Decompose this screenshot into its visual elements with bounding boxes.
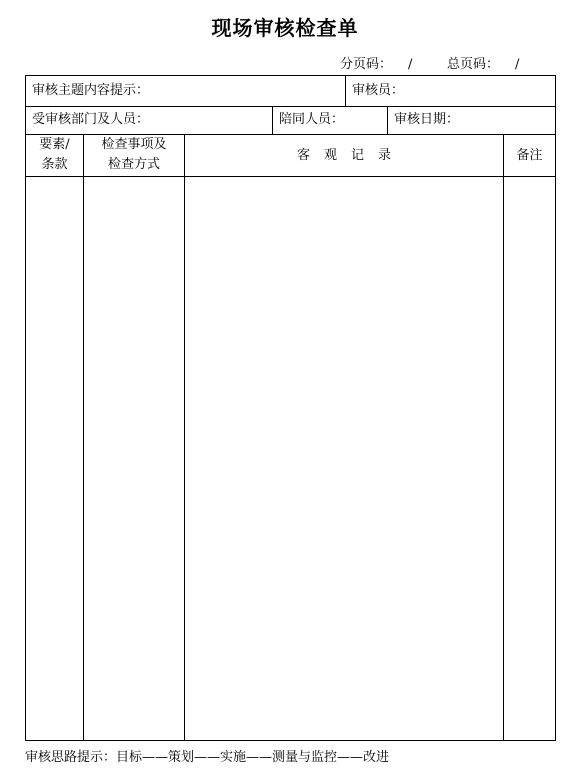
- accompany-field[interactable]: 陪同人员：: [279, 112, 345, 127]
- column-header-element: [26, 135, 83, 175]
- row-divider-1: [26, 106, 555, 107]
- total-page-label: 总页码：: [447, 57, 500, 72]
- element-column-body[interactable]: [26, 177, 83, 740]
- checklist-form: [25, 75, 556, 741]
- audited-dept-field[interactable]: 受审核部门及人员：: [32, 112, 150, 127]
- sub-page-value: /: [408, 57, 413, 72]
- audit-date-field[interactable]: 审核日期：: [394, 112, 460, 127]
- sub-page-code: [340, 53, 412, 72]
- column-header-check-item: [84, 135, 184, 175]
- check-item-header-line1: 检查事项及: [101, 137, 167, 152]
- total-page-value: /: [515, 57, 520, 72]
- info-divider-accompany: [272, 106, 273, 134]
- element-header-line1: 要素/: [39, 137, 70, 152]
- info-divider-auditor: [345, 76, 346, 106]
- auditor-field[interactable]: 审核员：: [352, 83, 405, 98]
- check-item-header-line2: 检查方式: [107, 157, 160, 172]
- observation-column-body[interactable]: [185, 177, 503, 740]
- page-title: 现场审核检查单: [211, 16, 359, 40]
- audit-topic-field[interactable]: 审核主题内容提示：: [32, 83, 150, 98]
- sub-page-label: 分页码：: [340, 57, 393, 72]
- column-header-observation: 客观记录: [296, 148, 405, 163]
- remarks-column-body[interactable]: [504, 177, 555, 740]
- info-divider-date: [387, 106, 388, 134]
- total-page-code: [447, 53, 519, 72]
- audit-hint-footer: 审核思路提示：目标——策划——实施——测量与监控——改进: [25, 750, 390, 765]
- check-item-column-body[interactable]: [84, 177, 184, 740]
- element-header-line2: 条款: [41, 157, 68, 172]
- column-header-remarks: 备注: [516, 148, 543, 163]
